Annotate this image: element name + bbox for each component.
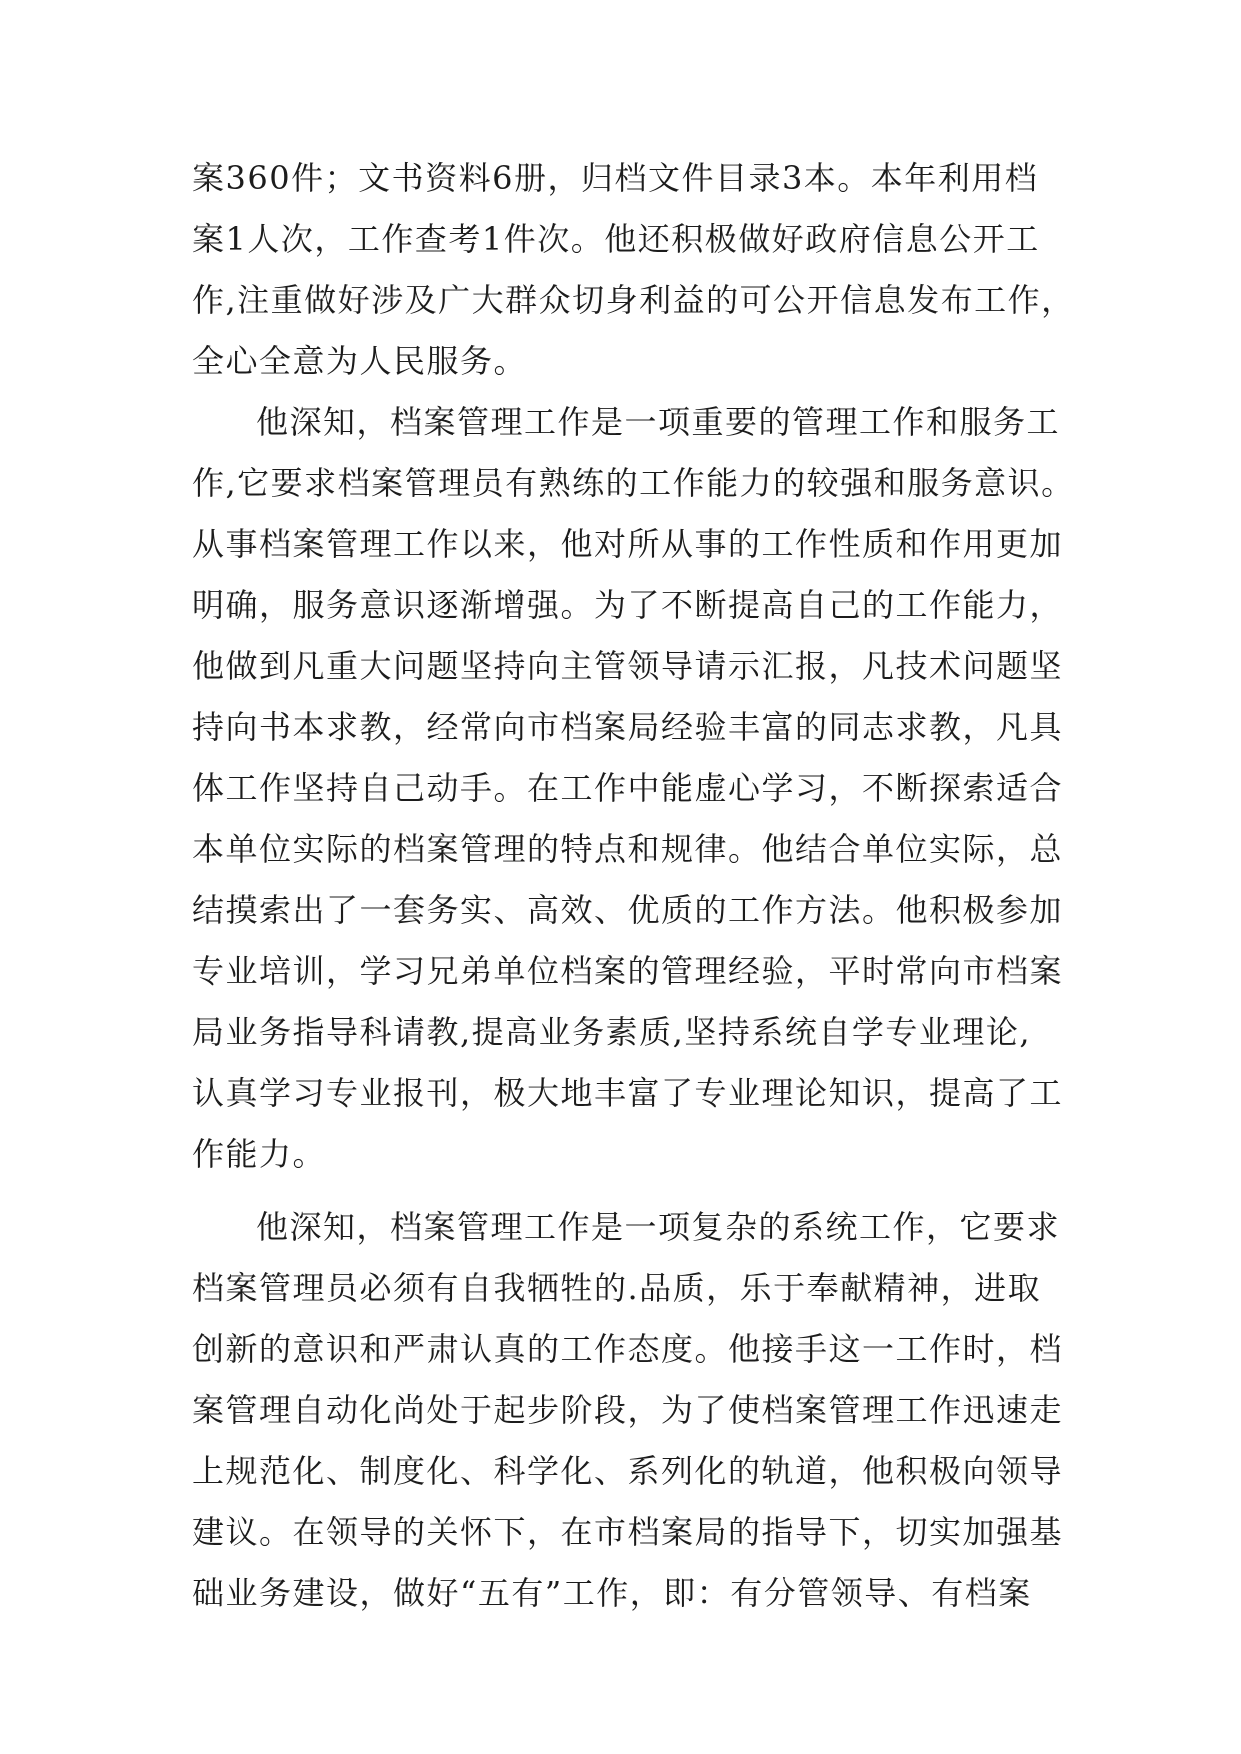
paragraph-1-line-1: 案360件；文书资料6册，归档文件目录3本。本年利用档 — [192, 159, 1039, 197]
paragraph-3-line-3: 创新的意识和严肃认真的工作态度。他接手这一工作时，档 — [192, 1330, 1064, 1368]
paragraph-3-line-5: 上规范化、制度化、科学化、系列化的轨道，他积极向领导 — [192, 1452, 1064, 1490]
paragraph-3-line-2: 档案管理员必须有自我牺牲的.品质，乐于奉献精神，进取 — [192, 1269, 1042, 1307]
paragraph-2-line-8: 本单位实际的档案管理的特点和规律。他结合单位实际，总 — [192, 830, 1064, 868]
paragraph-2-line-6: 持向书本求教，经常向市档案局经验丰富的同志求教，凡具 — [192, 708, 1064, 746]
paragraph-1-line-2: 案1人次，工作查考1件次。他还积极做好政府信息公开工 — [192, 220, 1040, 258]
paragraph-2-line-12: 认真学习专业报刊，极大地丰富了专业理论知识，提高了工 — [192, 1074, 1064, 1112]
paragraph-3-line-1: 他深知，档案管理工作是一项复杂的系统工作，它要求 — [256, 1208, 1061, 1246]
paragraph-3-line-4: 案管理自动化尚处于起步阶段，为了使档案管理工作迅速走 — [192, 1391, 1064, 1429]
paragraph-2-line-5: 他做到凡重大问题坚持向主管领导请示汇报，凡技术问题坚 — [192, 647, 1064, 685]
document-body — [192, 148, 1075, 1624]
paragraph-1-line-3: 作,注重做好涉及广大群众切身利益的可公开信息发布工作， — [192, 281, 1075, 319]
paragraph-2-line-10: 专业培训，学习兄弟单位档案的管理经验，平时常向市档案 — [192, 952, 1064, 990]
paragraph-2-line-2: 作,它要求档案管理员有熟练的工作能力的较强和服务意识。 — [192, 464, 1075, 502]
paragraph-3-line-6: 建议。在领导的关怀下，在市档案局的指导下，切实加强基 — [192, 1513, 1064, 1551]
paragraph-spacing — [192, 1185, 1072, 1197]
paragraph-2-line-4: 明确，服务意识逐渐增强。为了不断提高自己的工作能力， — [192, 586, 1064, 624]
paragraph-2-line-1: 他深知，档案管理工作是一项重要的管理工作和服务工 — [256, 403, 1061, 441]
paragraph-2-line-11: 局业务指导科请教,提高业务素质,坚持系统自学专业理论, — [192, 1013, 1032, 1051]
paragraph-1-line-4: 全心全意为人民服务。 — [192, 342, 528, 380]
paragraph-2-line-7: 体工作坚持自己动手。在工作中能虚心学习，不断探索适合 — [192, 769, 1064, 807]
paragraph-2-line-13: 作能力。 — [192, 1135, 327, 1173]
paragraph-2-line-3: 从事档案管理工作以来，他对所从事的工作性质和作用更加 — [192, 525, 1064, 563]
paragraph-3-line-7: 础业务建设，做好“五有”工作，即：有分管领导、有档案 — [192, 1574, 1032, 1612]
paragraph-2-line-9: 结摸索出了一套务实、高效、优质的工作方法。他积极参加 — [192, 891, 1064, 929]
